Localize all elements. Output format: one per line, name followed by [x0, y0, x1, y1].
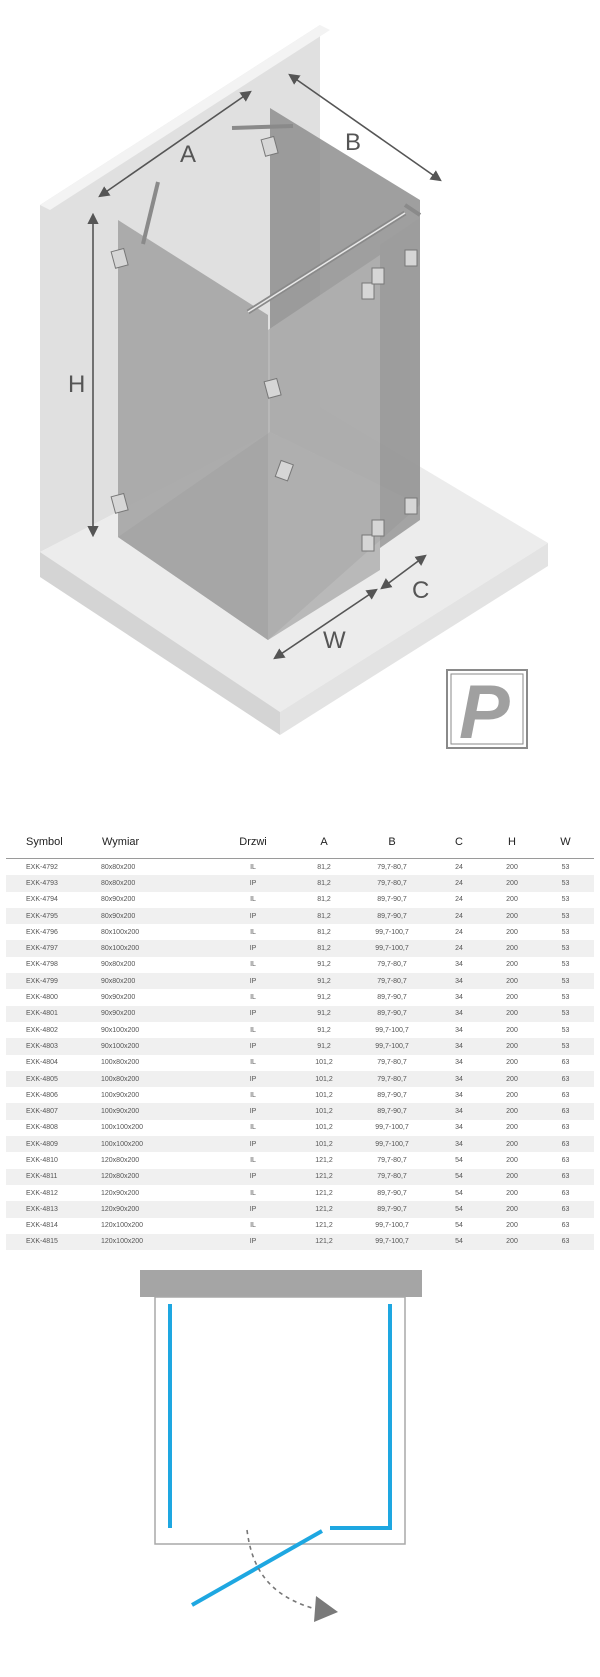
- table-cell-symbol: EXK-4814: [26, 1222, 58, 1230]
- table-cell-a: 121,2: [315, 1222, 333, 1230]
- table-cell-h: 200: [506, 1173, 518, 1181]
- table-cell-w: 63: [561, 1075, 570, 1083]
- table-row: [6, 1234, 594, 1250]
- table-cell-symbol: EXK-4792: [26, 863, 58, 871]
- table-cell-symbol: EXK-4815: [26, 1238, 58, 1246]
- table-cell-c: 34: [455, 1042, 463, 1050]
- table-cell-c: 34: [455, 961, 463, 969]
- table-cell-symbol: EXK-4803: [26, 1042, 58, 1050]
- table-cell-b: 89,7-90,7: [377, 896, 407, 904]
- table-cell-symbol: EXK-4794: [26, 896, 58, 904]
- table-cell-h: 200: [506, 945, 518, 953]
- table-cell-drzwi: IL: [250, 896, 256, 904]
- table-cell-c: 24: [455, 863, 463, 871]
- table-cell-a: 101,2: [315, 1124, 333, 1132]
- table-cell-a: 121,2: [315, 1173, 333, 1181]
- table-cell-symbol: EXK-4798: [26, 961, 58, 969]
- table-cell-symbol: EXK-4802: [26, 1026, 58, 1034]
- table-row: [6, 1087, 594, 1103]
- table-cell-b: 99,7-100,7: [375, 1124, 409, 1132]
- table-cell-w: 53: [561, 1026, 570, 1034]
- p-type-logo: [447, 670, 527, 755]
- table-cell-h: 200: [506, 1189, 518, 1197]
- table-cell-symbol: EXK-4800: [26, 994, 58, 1002]
- table-cell-symbol: EXK-4797: [26, 945, 58, 953]
- table-cell-w: 53: [561, 961, 570, 969]
- table-cell-b: 79,7-80,7: [377, 1173, 407, 1181]
- support-arm-back: [232, 126, 293, 128]
- column-header-a: A: [295, 826, 353, 859]
- table-cell-c: 34: [455, 977, 463, 985]
- dimension-label-h: H: [68, 371, 86, 398]
- table-cell-symbol: EXK-4811: [26, 1173, 58, 1181]
- table-cell-h: 200: [506, 977, 518, 985]
- table-cell-w: 53: [561, 1010, 570, 1018]
- table-cell-a: 101,2: [315, 1059, 333, 1067]
- table-cell-a: 81,2: [317, 928, 331, 936]
- table-cell-w: 53: [561, 994, 570, 1002]
- table-cell-wymiar: 80x80x200: [101, 879, 136, 887]
- table-cell-h: 200: [506, 1091, 518, 1099]
- table-cell-symbol: EXK-4806: [26, 1091, 58, 1099]
- table-cell-drzwi: IL: [250, 1156, 256, 1164]
- table-cell-a: 91,2: [317, 961, 331, 969]
- table-cell-wymiar: 90x90x200: [101, 1010, 136, 1018]
- column-header-symbol: Symbol: [6, 826, 101, 859]
- table-cell-b: 99,7-100,7: [375, 1042, 409, 1050]
- table-cell-wymiar: 100x90x200: [101, 1108, 140, 1116]
- table-cell-w: 63: [561, 1173, 570, 1181]
- table-cell-wymiar: 80x80x200: [101, 863, 136, 871]
- table-row: [6, 1169, 594, 1185]
- table-cell-b: 79,7-80,7: [377, 1059, 407, 1067]
- table-cell-symbol: EXK-4799: [26, 977, 58, 985]
- table-cell-c: 24: [455, 928, 463, 936]
- table-cell-c: 24: [455, 945, 463, 953]
- table-row: [6, 1152, 594, 1168]
- table-cell-symbol: EXK-4808: [26, 1124, 58, 1132]
- table-cell-wymiar: 120x90x200: [101, 1205, 140, 1213]
- table-cell-drzwi: IP: [249, 879, 257, 887]
- table-cell-w: 63: [561, 1059, 570, 1067]
- table-cell-symbol: EXK-4812: [26, 1189, 58, 1197]
- table-cell-symbol: EXK-4807: [26, 1108, 58, 1116]
- table-cell-c: 54: [455, 1189, 463, 1197]
- table-cell-h: 200: [506, 912, 518, 920]
- table-cell-h: 200: [506, 928, 518, 936]
- table-cell-w: 53: [561, 945, 570, 953]
- table-cell-b: 79,7-80,7: [377, 961, 407, 969]
- table-cell-c: 34: [455, 1059, 463, 1067]
- table-cell-wymiar: 80x90x200: [101, 896, 136, 904]
- shower-isometric-diagram: [0, 0, 600, 800]
- table-cell-drzwi: IP: [249, 912, 257, 920]
- table-cell-drzwi: IP: [249, 1140, 257, 1148]
- table-cell-drzwi: IL: [250, 1026, 256, 1034]
- table-cell-b: 79,7-80,7: [377, 863, 407, 871]
- table-cell-h: 200: [506, 1205, 518, 1213]
- table-cell-c: 24: [455, 912, 463, 920]
- table-cell-b: 89,7-90,7: [377, 1205, 407, 1213]
- table-cell-drzwi: IP: [249, 977, 257, 985]
- table-cell-a: 91,2: [317, 1042, 331, 1050]
- table-cell-a: 101,2: [315, 1075, 333, 1083]
- table-cell-wymiar: 120x100x200: [101, 1238, 144, 1246]
- table-cell-c: 34: [455, 1124, 463, 1132]
- table-cell-b: 89,7-90,7: [377, 912, 407, 920]
- table-cell-wymiar: 90x100x200: [101, 1026, 140, 1034]
- table-cell-w: 63: [561, 1140, 570, 1148]
- table-row: [6, 1185, 594, 1201]
- table-cell-b: 89,7-90,7: [377, 994, 407, 1002]
- table-cell-h: 200: [506, 1059, 518, 1067]
- plan-swing-arrowhead: [314, 1596, 338, 1622]
- table-cell-b: 79,7-80,7: [377, 977, 407, 985]
- table-cell-b: 99,7-100,7: [375, 1238, 409, 1246]
- table-cell-symbol: EXK-4813: [26, 1205, 58, 1213]
- table-cell-a: 101,2: [315, 1108, 333, 1116]
- table-cell-c: 34: [455, 1108, 463, 1116]
- table-cell-w: 53: [561, 928, 570, 936]
- column-header-h: H: [487, 826, 537, 859]
- spec-table-header: [6, 826, 594, 859]
- table-cell-drzwi: IP: [249, 1238, 257, 1246]
- plan-door-open: [192, 1531, 322, 1605]
- table-cell-h: 200: [506, 1108, 518, 1116]
- plan-wall: [140, 1270, 422, 1297]
- plan-fixed-panel-right: [330, 1304, 390, 1528]
- table-cell-symbol: EXK-4795: [26, 912, 58, 920]
- table-cell-drzwi: IL: [250, 1189, 256, 1197]
- table-cell-w: 63: [561, 1156, 570, 1164]
- table-cell-wymiar: 100x80x200: [101, 1059, 140, 1067]
- table-row: [6, 1006, 594, 1022]
- table-cell-symbol: EXK-4801: [26, 1010, 58, 1018]
- table-cell-wymiar: 100x100x200: [101, 1124, 144, 1132]
- table-cell-drzwi: IP: [249, 1173, 257, 1181]
- table-cell-c: 34: [455, 1010, 463, 1018]
- dimension-label-b: B: [345, 129, 362, 156]
- table-cell-b: 89,7-90,7: [377, 1010, 407, 1018]
- table-row: [6, 989, 594, 1005]
- column-header-b: B: [353, 826, 431, 859]
- table-cell-w: 53: [561, 896, 570, 904]
- table-cell-b: 79,7-80,7: [377, 1075, 407, 1083]
- table-cell-a: 91,2: [317, 977, 331, 985]
- table-cell-h: 200: [506, 994, 518, 1002]
- table-cell-h: 200: [506, 1075, 518, 1083]
- table-cell-symbol: EXK-4804: [26, 1059, 58, 1067]
- table-cell-wymiar: 120x80x200: [101, 1173, 140, 1181]
- table-cell-a: 121,2: [315, 1156, 333, 1164]
- column-header-c: C: [431, 826, 487, 859]
- table-cell-a: 121,2: [315, 1205, 333, 1213]
- dimension-label-a: A: [180, 141, 197, 168]
- table-row: [6, 1071, 594, 1087]
- table-cell-b: 79,7-80,7: [377, 879, 407, 887]
- table-cell-wymiar: 120x80x200: [101, 1156, 140, 1164]
- table-row: [6, 924, 594, 940]
- table-cell-wymiar: 100x90x200: [101, 1091, 140, 1099]
- table-cell-drzwi: IP: [249, 1042, 257, 1050]
- table-cell-drzwi: IL: [250, 1059, 256, 1067]
- table-cell-w: 53: [561, 977, 570, 985]
- table-cell-b: 89,7-90,7: [377, 1189, 407, 1197]
- table-cell-b: 99,7-100,7: [375, 928, 409, 936]
- table-cell-a: 101,2: [315, 1091, 333, 1099]
- table-cell-b: 99,7-100,7: [375, 1026, 409, 1034]
- shower-plan-diagram: [0, 1270, 600, 1672]
- table-cell-a: 91,2: [317, 994, 331, 1002]
- table-cell-w: 53: [561, 879, 570, 887]
- table-cell-w: 63: [561, 1238, 570, 1246]
- spec-table: [6, 826, 594, 1250]
- table-cell-drzwi: IP: [249, 1010, 257, 1018]
- table-cell-drzwi: IL: [250, 1124, 256, 1132]
- table-cell-wymiar: 80x100x200: [101, 945, 140, 953]
- table-cell-wymiar: 90x100x200: [101, 1042, 140, 1050]
- table-cell-a: 101,2: [315, 1140, 333, 1148]
- table-row: [6, 859, 594, 876]
- table-cell-a: 81,2: [317, 912, 331, 920]
- table-cell-a: 121,2: [315, 1189, 333, 1197]
- table-row: [6, 1136, 594, 1152]
- table-cell-h: 200: [506, 896, 518, 904]
- table-row: [6, 1218, 594, 1234]
- table-row: [6, 1022, 594, 1038]
- table-cell-wymiar: 80x90x200: [101, 912, 136, 920]
- table-row: [6, 875, 594, 891]
- table-cell-symbol: EXK-4805: [26, 1075, 58, 1083]
- table-cell-b: 89,7-90,7: [377, 1091, 407, 1099]
- table-row: [6, 1201, 594, 1217]
- table-cell-a: 81,2: [317, 863, 331, 871]
- column-header-drzwi: Drzwi: [211, 826, 295, 859]
- table-cell-c: 54: [455, 1222, 463, 1230]
- table-cell-w: 53: [561, 912, 570, 920]
- table-cell-wymiar: 90x90x200: [101, 994, 136, 1002]
- table-cell-wymiar: 100x80x200: [101, 1075, 140, 1083]
- table-cell-b: 99,7-100,7: [375, 945, 409, 953]
- table-cell-wymiar: 90x80x200: [101, 977, 136, 985]
- table-cell-c: 54: [455, 1156, 463, 1164]
- table-cell-drzwi: IL: [250, 1222, 256, 1230]
- spec-table-body: [6, 859, 594, 1251]
- table-row: [6, 1103, 594, 1119]
- table-cell-drzwi: IP: [249, 1075, 257, 1083]
- table-row: [6, 973, 594, 989]
- table-cell-w: 53: [561, 1042, 570, 1050]
- table-cell-drzwi: IL: [250, 863, 256, 871]
- column-header-wymiar: Wymiar: [101, 826, 211, 859]
- table-cell-w: 63: [561, 1189, 570, 1197]
- plan-svg: [0, 1270, 600, 1672]
- table-cell-c: 54: [455, 1173, 463, 1181]
- table-cell-w: 63: [561, 1205, 570, 1213]
- table-cell-c: 34: [455, 1140, 463, 1148]
- table-row: [6, 940, 594, 956]
- table-row: [6, 908, 594, 924]
- table-cell-h: 200: [506, 1010, 518, 1018]
- table-cell-c: 54: [455, 1205, 463, 1213]
- table-row: [6, 892, 594, 908]
- table-cell-a: 81,2: [317, 896, 331, 904]
- table-cell-h: 200: [506, 1140, 518, 1148]
- table-cell-drzwi: IL: [250, 928, 256, 936]
- table-cell-w: 63: [561, 1091, 570, 1099]
- table-cell-b: 99,7-100,7: [375, 1222, 409, 1230]
- table-cell-h: 200: [506, 863, 518, 871]
- table-cell-symbol: EXK-4810: [26, 1156, 58, 1164]
- table-cell-w: 53: [561, 863, 570, 871]
- table-cell-h: 200: [506, 1042, 518, 1050]
- table-cell-drzwi: IP: [249, 945, 257, 953]
- table-cell-drzwi: IL: [250, 994, 256, 1002]
- table-cell-c: 34: [455, 994, 463, 1002]
- table-cell-wymiar: 80x100x200: [101, 928, 140, 936]
- table-cell-drzwi: IP: [249, 1205, 257, 1213]
- table-cell-c: 24: [455, 879, 463, 887]
- table-cell-wymiar: 120x90x200: [101, 1189, 140, 1197]
- table-cell-w: 63: [561, 1108, 570, 1116]
- table-cell-a: 121,2: [315, 1238, 333, 1246]
- table-cell-h: 200: [506, 1156, 518, 1164]
- table-cell-b: 79,7-80,7: [377, 1156, 407, 1164]
- table-cell-a: 81,2: [317, 945, 331, 953]
- table-cell-h: 200: [506, 1238, 518, 1246]
- table-cell-wymiar: 120x100x200: [101, 1222, 144, 1230]
- column-header-w: W: [537, 826, 594, 859]
- table-cell-c: 54: [455, 1238, 463, 1246]
- table-cell-drzwi: IL: [250, 1091, 256, 1099]
- table-cell-symbol: EXK-4809: [26, 1140, 58, 1148]
- spec-table-container: [6, 826, 594, 1250]
- table-cell-a: 81,2: [317, 879, 331, 887]
- table-cell-h: 200: [506, 961, 518, 969]
- table-row: [6, 957, 594, 973]
- table-cell-wymiar: 90x80x200: [101, 961, 136, 969]
- table-cell-wymiar: 100x100x200: [101, 1140, 144, 1148]
- table-cell-h: 200: [506, 1222, 518, 1230]
- table-cell-drzwi: IP: [249, 1108, 257, 1116]
- table-cell-b: 99,7-100,7: [375, 1140, 409, 1148]
- table-cell-c: 34: [455, 1075, 463, 1083]
- table-cell-w: 63: [561, 1222, 570, 1230]
- isometric-svg: [0, 0, 600, 800]
- table-cell-symbol: EXK-4796: [26, 928, 58, 936]
- table-cell-h: 200: [506, 879, 518, 887]
- table-row: [6, 1120, 594, 1136]
- table-cell-c: 34: [455, 1091, 463, 1099]
- table-cell-symbol: EXK-4793: [26, 879, 58, 887]
- table-cell-c: 34: [455, 1026, 463, 1034]
- table-cell-h: 200: [506, 1124, 518, 1132]
- p-type-letter: P: [459, 670, 510, 755]
- table-cell-c: 24: [455, 896, 463, 904]
- table-cell-b: 89,7-90,7: [377, 1108, 407, 1116]
- table-cell-a: 91,2: [317, 1026, 331, 1034]
- dimension-label-c: C: [412, 577, 430, 604]
- table-row: [6, 1055, 594, 1071]
- table-row: [6, 1038, 594, 1054]
- table-cell-drzwi: IL: [250, 961, 256, 969]
- table-cell-h: 200: [506, 1026, 518, 1034]
- plan-tray-outline: [155, 1297, 405, 1544]
- table-cell-a: 91,2: [317, 1010, 331, 1018]
- table-cell-w: 63: [561, 1124, 570, 1132]
- dimension-label-w: W: [323, 627, 346, 654]
